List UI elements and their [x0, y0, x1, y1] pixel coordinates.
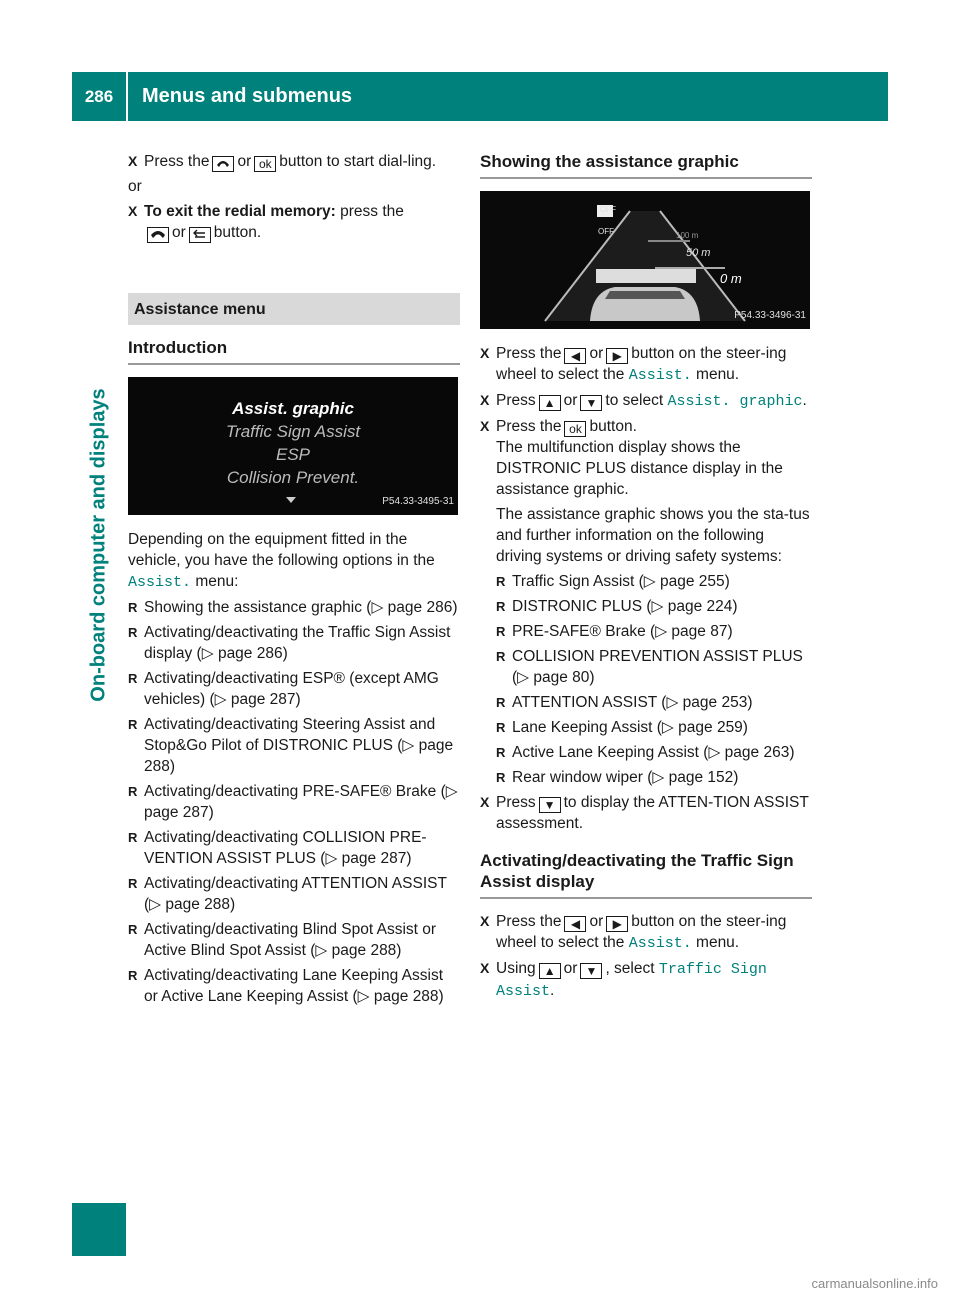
text: The multifunction display shows the DISTRONIC PLUS distance display in the assistance graphic.	[496, 439, 783, 498]
text: .	[802, 392, 807, 409]
mono-text: Assist. graphic	[667, 393, 803, 410]
text: .	[550, 982, 555, 999]
right-arrow-icon: ▶	[606, 348, 628, 364]
text: Press the	[496, 345, 562, 362]
text: , select	[605, 960, 655, 977]
ok-key	[254, 156, 276, 172]
text: Press	[496, 794, 536, 811]
phone-on-icon	[212, 156, 234, 172]
text: button.	[589, 418, 637, 435]
list-item: R Rear window wiper (▷ page 152)	[496, 767, 812, 788]
list-item: R PRE-SAFE® Brake (▷ page 87)	[496, 621, 812, 642]
distance-0: 0 m	[720, 271, 742, 286]
list-item: R Lane Keeping Assist (▷ page 259)	[496, 717, 812, 738]
text: menu:	[195, 573, 239, 590]
distance-50: 50 m	[686, 247, 711, 259]
list-item: R Activating/deactivating Steering Assist and Stop&Go Pilot of DISTRONIC PLUS (▷ page 288)	[128, 714, 460, 777]
mono-text: Traffic Sign Assist	[496, 961, 767, 1000]
left-arrow-icon: ◀	[564, 916, 586, 932]
assistance-graphic-heading: Showing the assistance graphic	[480, 151, 812, 179]
list-item: R Activating/deactivating Blind Spot Assist or Active Blind Spot Assist (▷ page 288)	[128, 919, 460, 961]
step-bold-label: To exit the redial memory:	[144, 203, 336, 220]
assistance-graphic-photo	[480, 191, 810, 329]
text: Press the	[496, 913, 562, 930]
down-arrow-icon: ▼	[539, 797, 561, 813]
off-label: OFF	[598, 227, 614, 236]
text: to select	[605, 392, 664, 409]
status-paragraph: The assistance graphic shows you the sta-tus and further information on the following driving systems or driving safety systems:	[496, 506, 810, 565]
step-select-graphic	[480, 390, 812, 412]
page-number: 286	[84, 87, 114, 106]
phone-off-icon	[147, 227, 169, 243]
step-exit-redial	[128, 201, 460, 243]
footer-watermark: carmanualsonline.info	[811, 1276, 938, 1291]
left-column	[128, 151, 460, 1011]
text: or	[237, 153, 252, 170]
up-arrow-icon: ▲	[539, 395, 561, 411]
introduction-heading: Introduction	[128, 337, 460, 365]
header-divider	[126, 72, 128, 121]
ok-key-label: ok	[569, 422, 582, 436]
mono-text: Assist.	[628, 367, 692, 384]
up-arrow-icon: ▲	[539, 963, 561, 979]
menu-down-arrow-icon	[286, 497, 296, 503]
menu-item-esp: ESP	[275, 445, 311, 464]
text: Using	[496, 960, 536, 977]
text: press the	[340, 203, 404, 220]
text: button.	[213, 224, 262, 241]
traffic-sign-heading: Activating/deactivating the Traffic Sign Assist display	[480, 850, 812, 899]
text: or	[563, 960, 578, 977]
step-select-traffic-sign	[480, 958, 812, 1002]
list-item: R Activating/deactivating Lane Keeping Assist or Active Lane Keeping Assist (▷ page 288)	[128, 965, 460, 1007]
text: to display the ATTEN-TION ASSIST assessment.	[496, 794, 809, 832]
list-item: R Activating/deactivating PRE-SAFE® Brake (▷ page 287)	[128, 781, 460, 823]
ok-key	[564, 421, 586, 437]
list-item: R Activating/deactivating COLLISION PRE-VENTION ASSIST PLUS (▷ page 287)	[128, 827, 460, 869]
assistance-menu-heading: Assistance menu	[128, 293, 460, 325]
step-select-assist	[480, 343, 812, 386]
left-arrow-icon: ◀	[564, 348, 586, 364]
text: Press the	[144, 153, 210, 170]
section-title: Menus and submenus	[142, 85, 353, 107]
list-item: R Activating/deactivating ATTENTION ASSIST (▷ page 288)	[128, 873, 460, 915]
menu-item-traffic-sign: Traffic Sign Assist	[225, 422, 361, 441]
distance-100: 100 m	[676, 231, 699, 240]
back-icon	[189, 227, 211, 243]
list-item: R Activating/deactivating the Traffic Sign Assist display (▷ page 286)	[128, 622, 460, 664]
step-select-assist-2	[480, 911, 812, 954]
text: or	[589, 345, 604, 362]
list-item: R DISTRONIC PLUS (▷ page 224)	[496, 596, 812, 617]
text: menu.	[696, 366, 740, 383]
off-label: OFF	[600, 205, 616, 214]
step-start-dialling	[128, 151, 460, 172]
text: button on the steer-ing wheel to select the	[496, 913, 787, 951]
side-tab-label: On-board computer and displays	[87, 388, 110, 702]
down-arrow-icon: ▼	[580, 963, 602, 979]
text: button to start dial-ling.	[279, 153, 437, 170]
photo-caption: P54.33-3495-31	[382, 496, 454, 507]
intro-paragraph	[128, 529, 460, 593]
page-header	[72, 72, 888, 121]
list-item: R COLLISION PREVENTION ASSIST PLUS (▷ page 80)	[496, 646, 812, 688]
text: Press the	[496, 418, 562, 435]
list-item: R ATTENTION ASSIST (▷ page 253)	[496, 692, 812, 713]
menu-item-assist-graphic: Assist. graphic	[232, 399, 354, 418]
list-item: R Active Lane Keeping Assist (▷ page 263)	[496, 742, 812, 763]
assist-menu-photo	[128, 377, 458, 515]
list-item: R Showing the assistance graphic (▷ page 286)	[128, 597, 460, 618]
step-attention-assessment	[480, 792, 812, 834]
ok-key-label: ok	[258, 157, 272, 171]
mono-text: Assist.	[128, 574, 192, 591]
or-text: or	[128, 178, 142, 195]
text: or	[172, 224, 186, 241]
side-tab-block	[72, 1203, 126, 1256]
assist-menu-list	[128, 397, 458, 489]
menu-item-collision: Collision Prevent.	[226, 468, 360, 487]
right-arrow-icon: ▶	[606, 916, 628, 932]
list-item: R Activating/deactivating ESP® (except AMG vehicles) (▷ page 287)	[128, 668, 460, 710]
text: button on the steer-ing wheel to select the	[496, 345, 787, 383]
text: Depending on the equipment fitted in the vehicle, you have the following options in the	[128, 531, 435, 569]
text: menu.	[696, 934, 740, 951]
right-column	[480, 151, 812, 1006]
text: or	[589, 913, 604, 930]
text: or	[563, 392, 578, 409]
down-arrow-icon: ▼	[580, 395, 602, 411]
mono-text: Assist.	[628, 935, 692, 952]
list-item: R Traffic Sign Assist (▷ page 255)	[496, 571, 812, 592]
step-press-ok	[480, 416, 812, 500]
text: Press	[496, 392, 536, 409]
photo-caption: P54.33-3496-31	[734, 310, 806, 321]
